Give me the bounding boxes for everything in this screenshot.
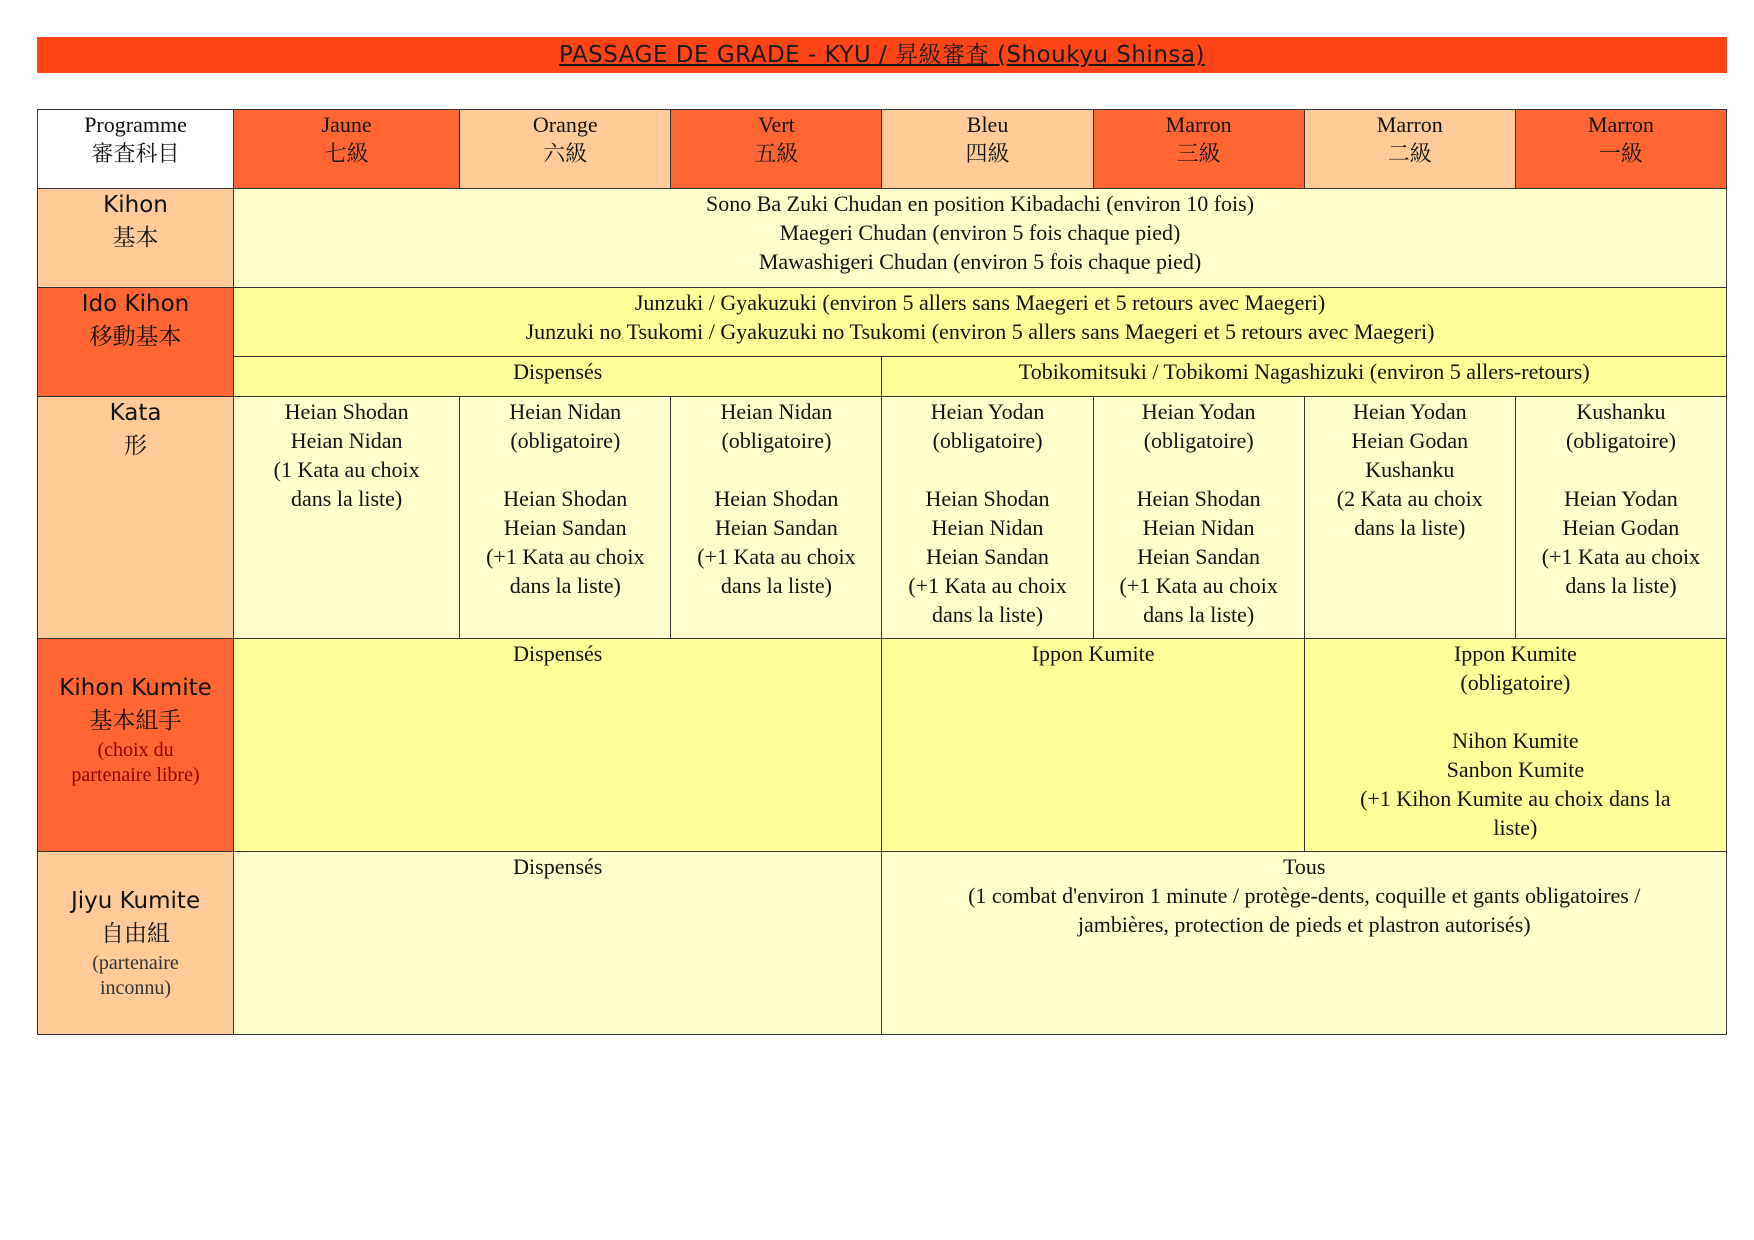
kata-cell-marron-3: Heian Yodan (obligatoire) Heian Shodan Heian Nidan Heian Sandan (+1 Kata au choix dans la liste): [1093, 397, 1304, 639]
kata-cell-jaune: Heian Shodan Heian Nidan (1 Kata au choix dans la liste): [234, 397, 460, 639]
header-programme: Programme 審査科目: [38, 110, 234, 189]
header-row: [38, 110, 1727, 189]
kihon-kumite-dispenses: Dispensés: [234, 639, 882, 852]
ido-kihon-tobikomi: Tobikomitsuki / Tobikomi Nagashizuki (environ 5 allers-retours): [882, 357, 1727, 397]
kihon-kumite-label: Kihon Kumite 基本組手: [59, 675, 212, 734]
kihon-label: Kihon 基本: [38, 189, 234, 288]
jiyu-kumite-tous: Tous (1 combat d'environ 1 minute / protège-dents, coquille et gants obligatoires / jambières, protection de pieds et plastron autorisés): [882, 852, 1727, 1035]
jiyu-kumite-label: Jiyu Kumite 自由組: [70, 888, 201, 947]
kihon-kumite-advanced: Ippon Kumite (obligatoire) Nihon Kumite Sanbon Kumite (+1 Kihon Kumite au choix dans la liste): [1304, 639, 1726, 852]
grade-program-table: [37, 109, 1727, 1035]
ido-kihon-content: Junzuki / Gyakuzuki (environ 5 allers sans Maegeri et 5 retours avec Maegeri) Junzuki no Tsukomi / Gyakuzuki no Tsukomi (environ 5 allers sans Maegeri et 5 retours avec Maegeri): [234, 288, 1727, 357]
page-title: PASSAGE DE GRADE - KYU / 昇級審査 (Shoukyu Shinsa): [37, 37, 1727, 73]
ido-kihon-dispenses: Dispensés: [234, 357, 882, 397]
header-grade-vert: Vert 五級: [671, 110, 882, 189]
kihon-kumite-row: [38, 639, 1727, 852]
jiyu-kumite-row: [38, 852, 1727, 1035]
ido-kihon-label: Ido Kihon 移動基本: [38, 288, 234, 397]
header-grade-orange: Orange 六級: [460, 110, 671, 189]
kata-cell-bleu: Heian Yodan (obligatoire) Heian Shodan Heian Nidan Heian Sandan (+1 Kata au choix dans la liste): [882, 397, 1093, 639]
kihon-kumite-ippon: Ippon Kumite: [882, 639, 1304, 852]
kata-cell-orange: Heian Nidan (obligatoire) Heian Shodan Heian Sandan (+1 Kata au choix dans la liste): [460, 397, 671, 639]
kata-row: [38, 397, 1727, 639]
kihon-kumite-sublabel: (choix du partenaire libre): [71, 739, 200, 786]
ido-kihon-subrow: [38, 357, 1727, 397]
header-grade-jaune: Jaune 七級: [234, 110, 460, 189]
kata-cell-marron-1: Kushanku (obligatoire) Heian Yodan Heian Godan (+1 Kata au choix dans la liste): [1515, 397, 1726, 639]
ido-kihon-row: [38, 288, 1727, 357]
kata-cell-vert: Heian Nidan (obligatoire) Heian Shodan Heian Sandan (+1 Kata au choix dans la liste): [671, 397, 882, 639]
jiyu-kumite-dispenses: Dispensés: [234, 852, 882, 1035]
kihon-kumite-label-cell: [38, 639, 234, 852]
header-grade-bleu: Bleu 四級: [882, 110, 1093, 189]
kata-label: Kata 形: [38, 397, 234, 639]
header-grade-marron-2: Marron 二級: [1304, 110, 1515, 189]
jiyu-kumite-label-cell: [38, 852, 234, 1035]
header-grade-marron-3: Marron 三級: [1093, 110, 1304, 189]
header-grade-marron-1: Marron 一級: [1515, 110, 1726, 189]
kata-cell-marron-2: Heian Yodan Heian Godan Kushanku (2 Kata au choix dans la liste): [1304, 397, 1515, 639]
kihon-row: [38, 189, 1727, 288]
jiyu-kumite-sublabel: (partenaire inconnu): [92, 952, 179, 999]
kihon-content: Sono Ba Zuki Chudan en position Kibadachi (environ 10 fois) Maegeri Chudan (environ 5 fois chaque pied) Mawashigeri Chudan (environ 5 fois chaque pied): [234, 189, 1727, 288]
